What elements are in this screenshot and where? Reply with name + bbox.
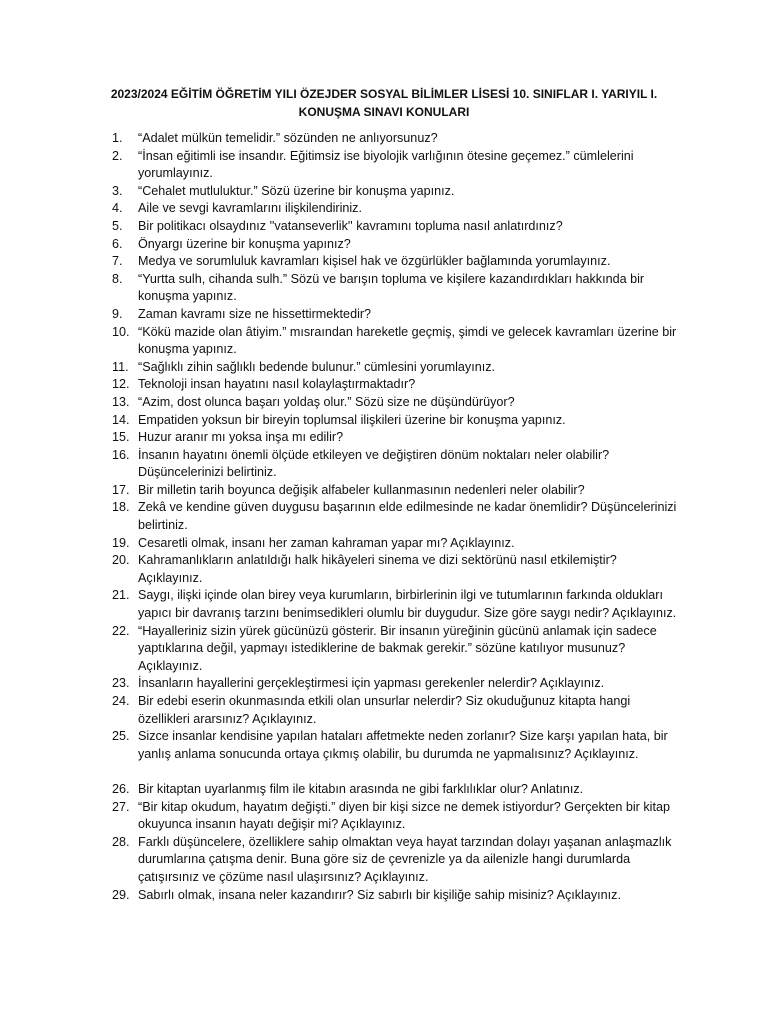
question-number: 12. — [112, 377, 130, 392]
question-number: 24. — [112, 694, 130, 708]
question-text: Bir milletin tarih boyunca değişik alfabeler kullanmasının nedenleri neler olabilir? — [138, 482, 585, 497]
question-number: 4. — [112, 201, 123, 216]
question-item — [112, 183, 682, 201]
question-list — [112, 130, 682, 904]
question-text: “Azim, dost olunca başarı yoldaş olur.” Sözü size ne düşündürüyor? — [138, 394, 515, 409]
question-item — [112, 693, 682, 728]
question-number: 29. — [112, 887, 130, 902]
question-item — [112, 324, 682, 359]
question-number: 27. — [112, 799, 130, 814]
question-number: 28. — [112, 834, 130, 849]
question-text: “Cehalet mutluluktur.” Sözü üzerine bir konuşma yapınız. — [138, 183, 455, 198]
question-text: Sizce insanlar kendisine yapılan hataları affetmekte neden zorlanır? Size karşı yapılan hata, bir yanlış anlama sonucunda ortaya çıkmış olabilir, bu durumda ne yapmalısınız? Açıklayınız. — [138, 729, 668, 761]
title-line-1: 2023/2024 EĞİTİM ÖĞRETİM YILI ÖZEJDER SOSYAL BİLİMLER LİSESİ 10. SINIFLAR I. YARIYIL I. — [110, 87, 658, 101]
question-text: Sabırlı olmak, insana neler kazandırır? Siz sabırlı bir kişiliğe sahip misiniz? Açıklayınız. — [138, 887, 621, 902]
question-number: 18. — [112, 500, 130, 515]
question-text: Aile ve sevgi kavramlarını ilişkilendiriniz. — [138, 201, 362, 216]
question-text: “Adalet mülkün temelidir.” sözünden ne anlıyorsunuz? — [138, 131, 438, 145]
question-text: Farklı düşüncelere, özelliklere sahip olmaktan veya hayat tarzından dolayı yaşanan anlaşmazlık durumlarına çatışma denir. Buna göre siz de çevrenizle ya da ailenizle hangi durumlarda çatışırsınız ve çözüme nasıl ulaşırsınız? Açıklayınız. — [138, 834, 672, 884]
question-text: “İnsan eğitimli ise insandır. Eğitimsiz ise biyolojik varlığının ötesine geçemez.” cümlelerini yorumlayınız. — [138, 148, 634, 181]
question-text: Huzur aranır mı yoksa inşa mı edilir? — [138, 430, 344, 445]
question-text: Saygı, ilişki içinde olan birey veya kurumların, birbirlerinin ilgi ve tutumlarının farkında oldukları yapıcı bir davranış tarzını benimsedikleri olumlu bir duygudur. Size göre saygı nedir? Açıklayınız. — [138, 588, 677, 621]
question-item — [112, 394, 682, 412]
document-title — [96, 86, 672, 121]
title-line-2: KONUŞMA SINAVI KONULARI — [298, 104, 470, 119]
question-item — [112, 587, 682, 622]
question-number: 14. — [112, 412, 130, 427]
question-text: İnsanın hayatını önemli ölçüde etkileyen ve değiştiren dönüm noktaları neler olabilir? Düşüncelerinizi belirtiniz. — [138, 447, 610, 480]
question-number: 1. — [112, 131, 123, 145]
question-item — [112, 218, 682, 236]
question-number: 3. — [112, 183, 123, 198]
question-text: “Yurtta sulh, cihanda sulh.” Sözü ve barışın topluma ve kişilere kazandırdıkları hakkında bir konuşma yapınız. — [138, 271, 645, 304]
question-item — [112, 535, 682, 553]
question-number: 15. — [112, 430, 130, 445]
question-number: 17. — [112, 482, 130, 497]
question-number: 7. — [112, 254, 123, 269]
question-item — [112, 552, 682, 587]
question-text: “Kökü mazide olan âtiyim.” mısraından hareketle geçmiş, şimdi ve gelecek kavramları üzerine bir konuşma yapınız. — [138, 324, 677, 357]
question-text: “Hayalleriniz sizin yürek gücünüzü gösterir. Bir insanın yüreğinin gücünü anlamak için sadece yaptıklarına değil, yapmayı istediklerine de bakmak gerekir.” sözüne katılıyor musunuz? Açıklayınız. — [138, 623, 657, 673]
question-text: “Sağlıklı zihin sağlıklı bedende bulunur.” cümlesini yorumlayınız. — [138, 359, 495, 374]
question-number: 21. — [112, 588, 130, 603]
question-text: Teknoloji insan hayatını nasıl kolaylaştırmaktadır? — [138, 377, 416, 392]
question-item — [112, 623, 682, 676]
question-number: 9. — [112, 306, 123, 321]
question-item — [112, 447, 682, 482]
question-text: Bir edebi eserin okunmasında etkili olan unsurlar nelerdir? Siz okuduğunuz kitapta hangi özellikleri ararsınız? Açıklayınız. — [138, 694, 631, 726]
question-number: 10. — [112, 324, 130, 339]
question-number: 5. — [112, 218, 123, 233]
question-item — [112, 130, 682, 148]
question-text: Kahramanlıkların anlatıldığı halk hikâyeleri sinema ve dizi sektörünü nasıl etkilemiştir? Açıklayınız. — [138, 553, 617, 585]
question-text: Bir kitaptan uyarlanmış film ile kitabın arasında ne gibi farklılıklar olur? Anlatınız. — [138, 781, 584, 796]
question-item — [112, 728, 682, 763]
question-item — [112, 412, 682, 430]
question-number: 11. — [112, 359, 129, 374]
question-text: Medya ve sorumluluk kavramları kişisel hak ve özgürlükler bağlamında yorumlayınız. — [138, 254, 611, 269]
question-number: 20. — [112, 553, 130, 568]
question-item — [112, 834, 682, 887]
question-item — [112, 236, 682, 254]
question-text: Zaman kavramı size ne hissettirmektedir? — [138, 306, 372, 321]
question-number: 23. — [112, 676, 130, 691]
question-item — [112, 781, 682, 799]
question-text: Bir politikacı olsaydınız ''vatanseverlik'' kavramını topluma nasıl anlatırdınız? — [138, 218, 563, 233]
question-number: 26. — [112, 781, 130, 796]
question-number: 22. — [112, 623, 130, 638]
question-item — [112, 253, 682, 271]
question-number: 8. — [112, 271, 123, 286]
question-number: 19. — [112, 535, 130, 550]
question-number: 2. — [112, 148, 123, 163]
question-item — [112, 675, 682, 693]
question-number: 13. — [112, 394, 130, 409]
question-item — [112, 376, 682, 394]
question-number: 16. — [112, 447, 130, 462]
question-item — [112, 429, 682, 447]
question-text: Önyargı üzerine bir konuşma yapınız? — [138, 236, 351, 251]
question-text: İnsanların hayallerini gerçekleştirmesi için yapması gerekenler nelerdir? Açıklayınız. — [138, 676, 605, 691]
question-text: “Bir kitap okudum, hayatım değişti.” diyen bir kişi sizce ne demek istiyordur? Gerçekten bir kitap okuyunca insanın hayatı değişir mi? Açıklayınız. — [138, 799, 670, 832]
question-number: 25. — [112, 729, 130, 744]
question-item — [112, 271, 682, 306]
question-text: Cesaretli olmak, insanı her zaman kahraman yapar mı? Açıklayınız. — [138, 535, 515, 550]
question-item — [112, 359, 682, 377]
question-item — [112, 887, 682, 905]
question-item — [112, 148, 682, 183]
question-item — [112, 482, 682, 500]
question-number: 6. — [112, 236, 123, 251]
question-text: Zekâ ve kendine güven duygusu başarının elde edilmesinde ne kadar önemlidir? Düşüncelerinizi belirtiniz. — [138, 500, 677, 533]
question-item — [112, 306, 682, 324]
question-item — [112, 799, 682, 834]
question-item — [112, 499, 682, 534]
question-item — [112, 200, 682, 218]
question-text: Empatiden yoksun bir bireyin toplumsal ilişkileri üzerine bir konuşma yapınız. — [138, 412, 566, 427]
